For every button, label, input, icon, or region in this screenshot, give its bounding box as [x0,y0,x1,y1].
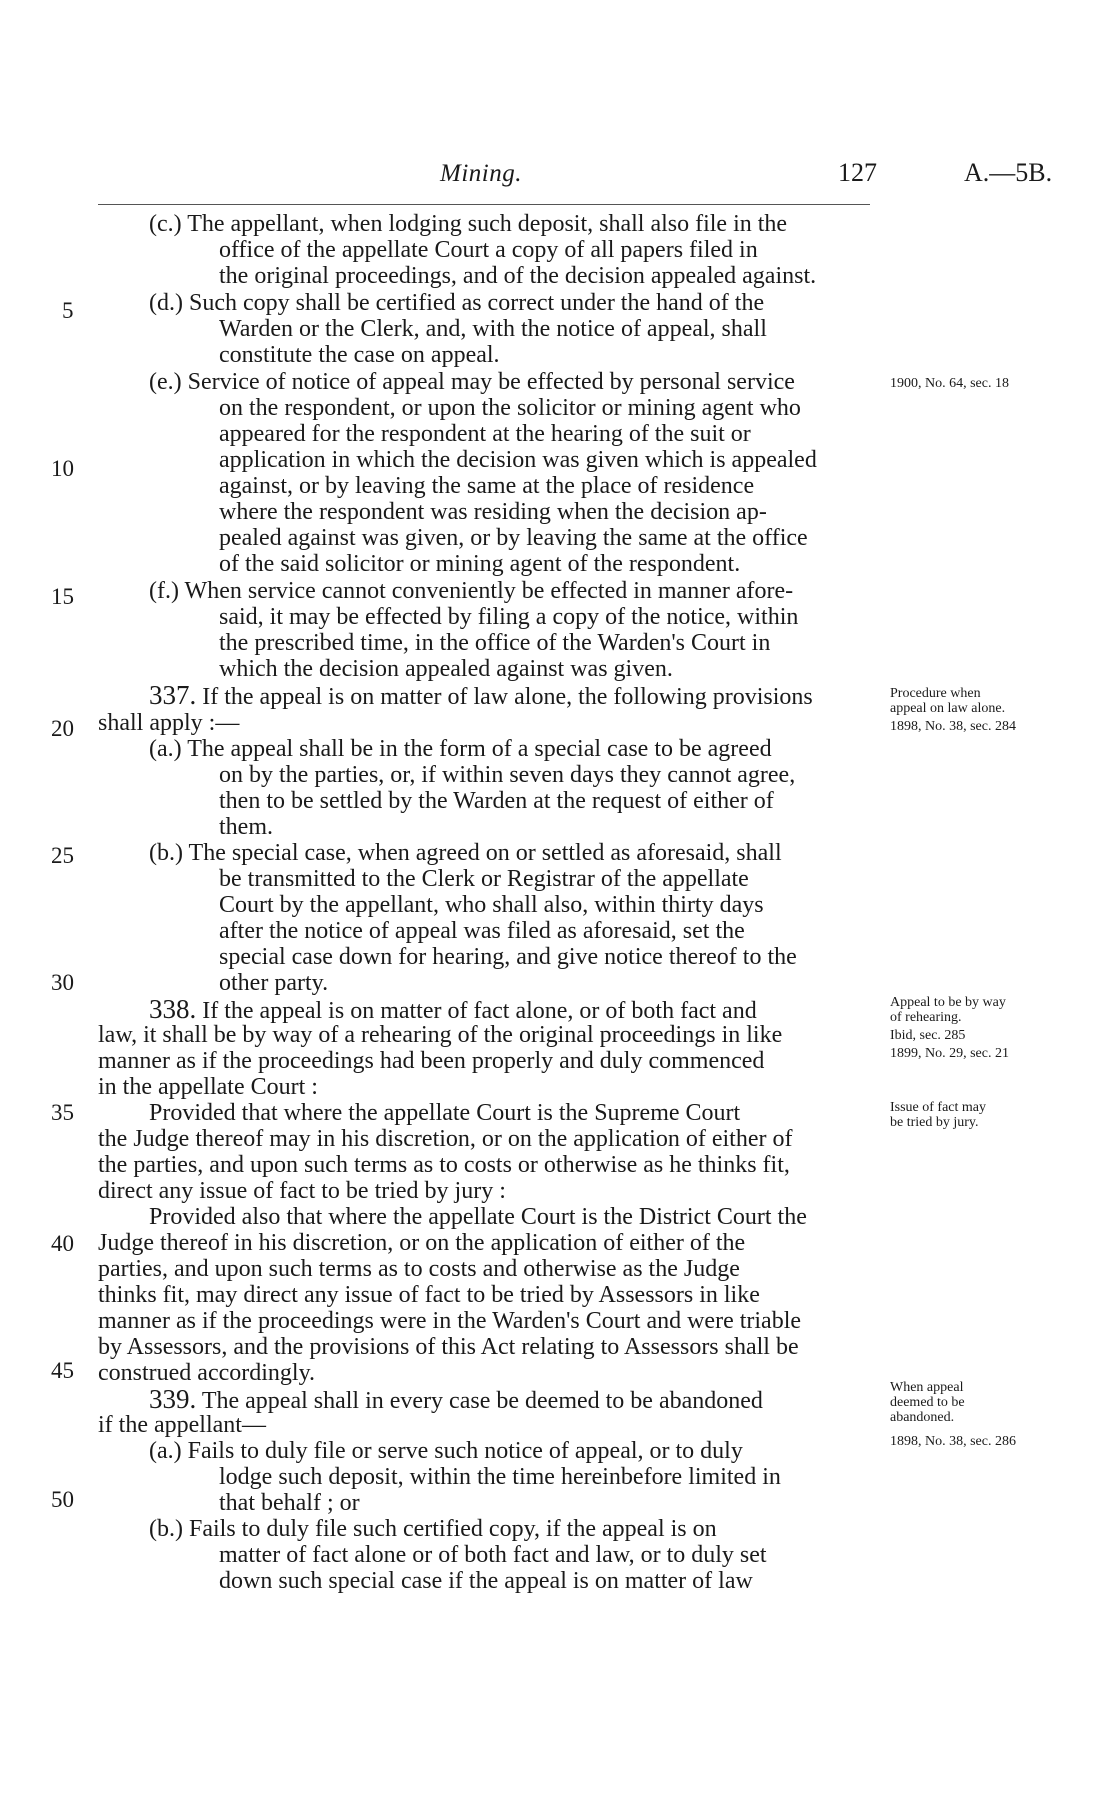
margin-note: 1899, No. 29, sec. 21 [890,1046,1009,1061]
text-line: (f.) When service cannot conveniently be effected in manner afore- [149,578,794,604]
text-line: Provided that where the appellate Court is the Supreme Court [149,1100,741,1126]
text-line: parties, and upon such terms as to costs and otherwise as the Judge [98,1256,740,1282]
line-number: 10 [51,456,74,481]
line-number: 50 [51,1487,74,1512]
text-line: that behalf ; or [219,1490,360,1516]
text-line: (b.) Fails to duly file such certified copy, if the appeal is on [149,1516,717,1542]
header-rule [98,204,870,205]
text-line: Court by the appellant, who shall also, within thirty days [219,892,764,918]
text-line: If the appeal is on matter of fact alone, or of both fact and [202,998,757,1024]
text-line: Provided also that where the appellate Court is the District Court the [149,1204,807,1230]
text-line: other party. [219,970,329,996]
text-line: said, it may be effected by filing a copy of the notice, within [219,604,799,630]
text-line: on the respondent, or upon the solicitor or mining agent who [219,395,801,421]
text-line: appeared for the respondent at the hearing of the suit or [219,421,751,447]
text-line: manner as if the proceedings were in the Warden's Court and were triable [98,1308,802,1334]
text-line: matter of fact alone or of both fact and law, or to duly set [219,1542,767,1568]
line-number: 20 [51,716,74,741]
text-line: the prescribed time, in the office of the Warden's Court in [219,630,771,656]
margin-note: 1900, No. 64, sec. 18 [890,376,1009,391]
text-line: (a.) The appeal shall be in the form of a special case to be agreed [149,736,772,762]
text-line: manner as if the proceedings had been properly and duly commenced [98,1048,765,1074]
page-number: 127 [838,158,877,187]
margin-note: Appeal to be by way [890,995,1006,1010]
section-number: 338. [149,994,197,1024]
text-line: (e.) Service of notice of appeal may be effected by personal service [149,369,795,395]
text-line: direct any issue of fact to be tried by jury : [98,1178,506,1204]
section-339-first-line [149,1386,763,1414]
text-line: thinks fit, may direct any issue of fact to be tried by Assessors in like [98,1282,760,1308]
text-line: constitute the case on appeal. [219,342,500,368]
text-line: If the appeal is on matter of law alone, the following provisions [202,684,813,710]
margin-note: be tried by jury. [890,1115,979,1130]
margin-note: 1898, No. 38, sec. 284 [890,719,1016,734]
text-line: (a.) Fails to duly file or serve such notice of appeal, or to duly [149,1438,743,1464]
text-line: The appeal shall in every case be deemed to be abandoned [201,1388,763,1414]
text-line: (b.) The special case, when agreed on or settled as aforesaid, shall [149,840,782,866]
text-line: the original proceedings, and of the decision appealed against. [219,263,817,289]
margin-note: appeal on law alone. [890,701,1006,716]
text-line: application in which the decision was given which is appealed [219,447,817,473]
line-number: 40 [51,1231,74,1256]
section-number: 337. [149,680,197,710]
margin-note: When appeal [890,1380,964,1395]
margin-note: Ibid, sec. 285 [890,1028,966,1043]
text-line: Judge thereof in his discretion, or on the application of either of the [98,1230,746,1256]
line-number: 15 [51,584,74,609]
section-337-first-line [149,682,813,710]
line-number: 30 [51,970,74,995]
text-line: shall apply :— [98,710,240,736]
text-line: Warden or the Clerk, and, with the notice of appeal, shall [219,316,767,342]
section-number: 339. [149,1384,197,1414]
section-338-first-line [149,996,757,1024]
text-line: against, or by leaving the same at the place of residence [219,473,755,499]
text-line: special case down for hearing, and give notice thereof to the [219,944,797,970]
text-line: be transmitted to the Clerk or Registrar of the appellate [219,866,749,892]
text-line: (c.) The appellant, when lodging such deposit, shall also file in the [149,211,788,237]
line-number: 35 [51,1100,74,1125]
text-line: in the appellate Court : [98,1074,318,1100]
running-head-title: Mining. [440,160,522,187]
line-number: 25 [51,843,74,868]
margin-note: abandoned. [890,1410,955,1425]
text-line: if the appellant— [98,1412,266,1438]
margin-note: of rehearing. [890,1010,962,1025]
text-line: where the respondent was residing when the decision ap- [219,499,767,525]
text-line: the Judge thereof may in his discretion, or on the application of either of [98,1126,793,1152]
text-line: which the decision appealed against was given. [219,656,673,682]
text-line: (d.) Such copy shall be certified as correct under the hand of the [149,290,765,316]
text-line: the parties, and upon such terms as to costs or otherwise as he thinks fit, [98,1152,790,1178]
margin-note: Issue of fact may [890,1100,987,1115]
text-line: construed accordingly. [98,1360,316,1386]
line-number: 5 [62,298,74,323]
margin-note: deemed to be [890,1395,965,1410]
text-line: pealed against was given, or by leaving the same at the office [219,525,808,551]
text-line: after the notice of appeal was filed as aforesaid, set the [219,918,745,944]
text-line: law, it shall be by way of a rehearing of the original proceedings in like [98,1022,783,1048]
margin-note: Procedure when [890,686,981,701]
margin-note: 1898, No. 38, sec. 286 [890,1434,1016,1449]
line-number: 45 [51,1358,74,1383]
text-line: then to be settled by the Warden at the request of either of [219,788,774,814]
text-line: lodge such deposit, within the time hereinbefore limited in [219,1464,781,1490]
document-reference: A.—5B. [964,158,1053,187]
text-line: down such special case if the appeal is on matter of law [219,1568,753,1594]
text-line: of the said solicitor or mining agent of the respondent. [219,551,741,577]
text-line: by Assessors, and the provisions of this Act relating to Assessors shall be [98,1334,799,1360]
text-line: on by the parties, or, if within seven days they cannot agree, [219,762,796,788]
text-line: office of the appellate Court a copy of all papers filed in [219,237,758,263]
text-line: them. [219,814,273,840]
